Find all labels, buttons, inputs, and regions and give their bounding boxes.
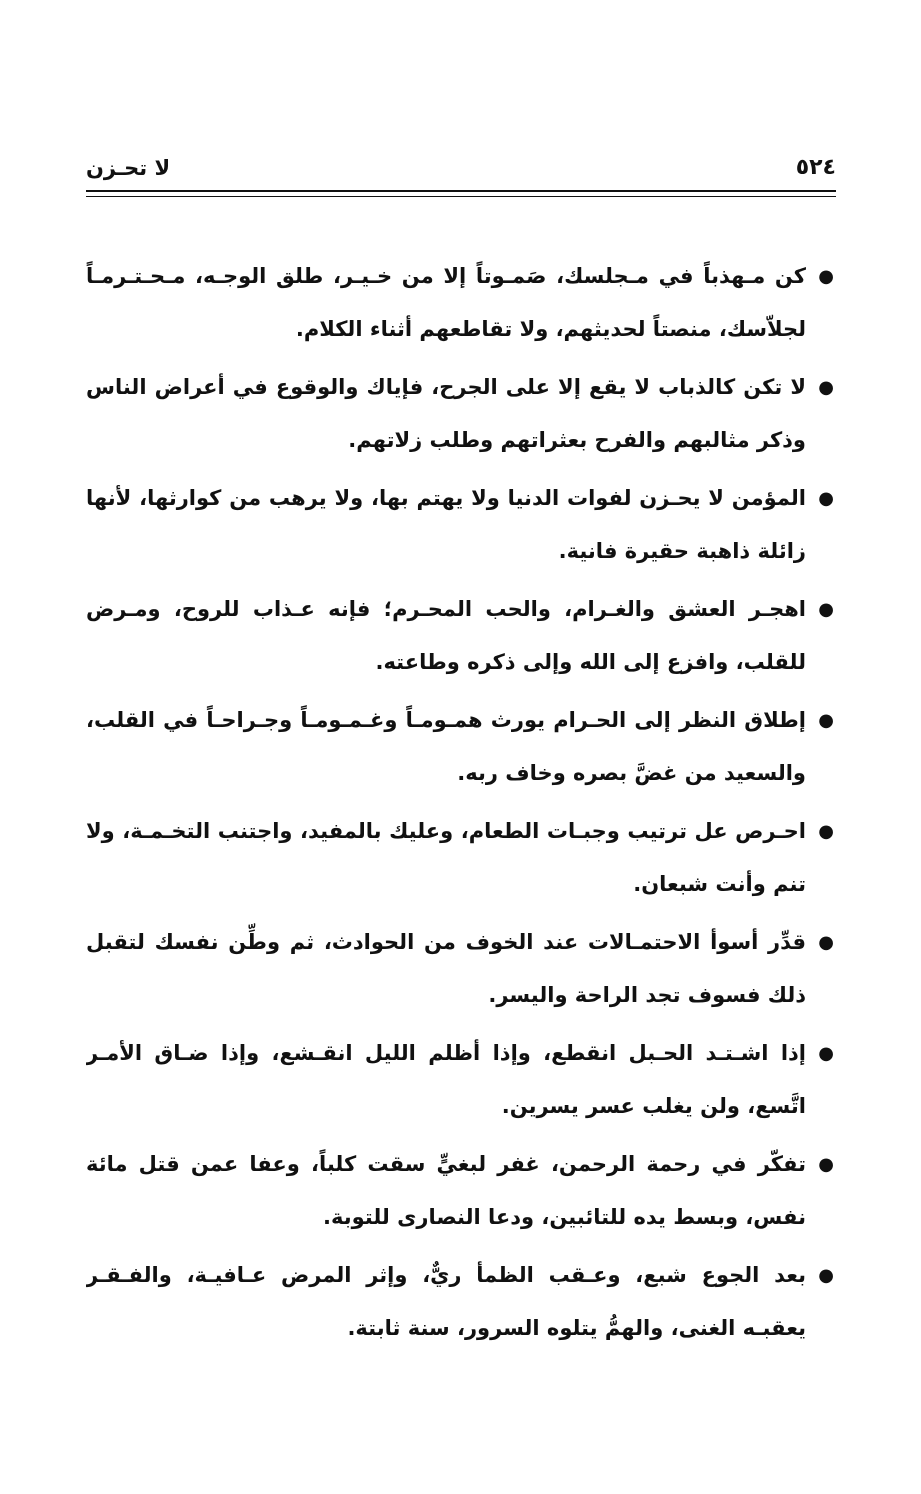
bullet-icon: ● [818, 266, 834, 287]
item-text: تفكّر في رحمة الرحمن، غفر لبغيٍّ سقت كلباً، وعفا عمن قتل مائة نفس، وبسط يده للتائبين، ودعا النصارى للتوبة. [86, 1152, 806, 1229]
item-text: إذا اشـتـد الحـبل انقطع، وإذا أظلم الليل انقـشع، وإذا ضـاق الأمـر اتَّسع، ولن يغلب عسر يسرين. [86, 1041, 806, 1118]
bullet-icon: ● [818, 488, 834, 509]
bullet-icon: ● [818, 1265, 834, 1286]
bullet-icon: ● [818, 1154, 834, 1175]
list-item [86, 472, 836, 578]
bullet-icon: ● [818, 710, 834, 731]
list-item [86, 1027, 836, 1133]
bullet-icon: ● [818, 599, 834, 620]
list-item [86, 250, 836, 356]
item-text: لا تكن كالذباب لا يقع إلا على الجرح، فإياك والوقوع في أعراض الناس وذكر مثالبهم والفرح بعثراتهم وطلب زلاتهم. [86, 375, 806, 452]
header-rule-thin [86, 196, 836, 197]
item-text: قدِّر أسوأ الاحتمـالات عند الخوف من الحوادث، ثم وطِّن نفسك لتقبل ذلك فسوف تجد الراحة واليسر. [86, 930, 806, 1007]
list-item [86, 694, 836, 800]
list-item [86, 361, 836, 467]
item-text: المؤمن لا يحـزن لفوات الدنيا ولا يهتم بها، ولا يرهب من كوارثها، لأنها زائلة ذاهبة حقيرة فانية. [86, 486, 806, 563]
item-text: اهجـر العشق والغـرام، والحب المحـرم؛ فإنه عـذاب للروح، ومـرض للقلب، وافزع إلى الله وإلى ذكره وطاعته. [86, 597, 806, 674]
book-title: لا تحـزن [86, 156, 171, 180]
bullet-icon: ● [818, 821, 834, 842]
item-text: كن مـهذباً في مـجلسك، صَمـوتاً إلا من خـيـر، طلق الوجـه، مـحـتـرمـاً لجلاّسك، منصتاً لحديثهم، ولا تقاطعهم أثناء الكلام. [86, 264, 806, 341]
item-text: إطلاق النظر إلى الحـرام يورث همـومـاً وغـمـومـاً وجـراحـاً في القلب، والسعيد من غضَّ بصره وخاف ربه. [86, 708, 806, 785]
item-text: احـرص عل ترتيب وجبـات الطعام، وعليك بالمفيد، واجتنب التخـمـة، ولا تنم وأنت شبعان. [86, 819, 806, 896]
list-item [86, 1249, 836, 1355]
bullet-list [86, 250, 836, 1360]
page-header [86, 150, 836, 190]
bullet-icon: ● [818, 932, 834, 953]
page-number: ٥٢٤ [795, 155, 836, 180]
list-item [86, 1138, 836, 1244]
bullet-icon: ● [818, 1043, 834, 1064]
header-rule-thick [86, 190, 836, 192]
bullet-icon: ● [818, 377, 834, 398]
list-item [86, 583, 836, 689]
list-item [86, 916, 836, 1022]
item-text: بعد الجوع شبع، وعـقب الظمأ ريٌّ، وإثر المرض عـافيـة، والفـقـر يعقبـه الغنى، والهمُّ يتلوه السرور، سنة ثابتة. [86, 1263, 806, 1340]
list-item [86, 805, 836, 911]
